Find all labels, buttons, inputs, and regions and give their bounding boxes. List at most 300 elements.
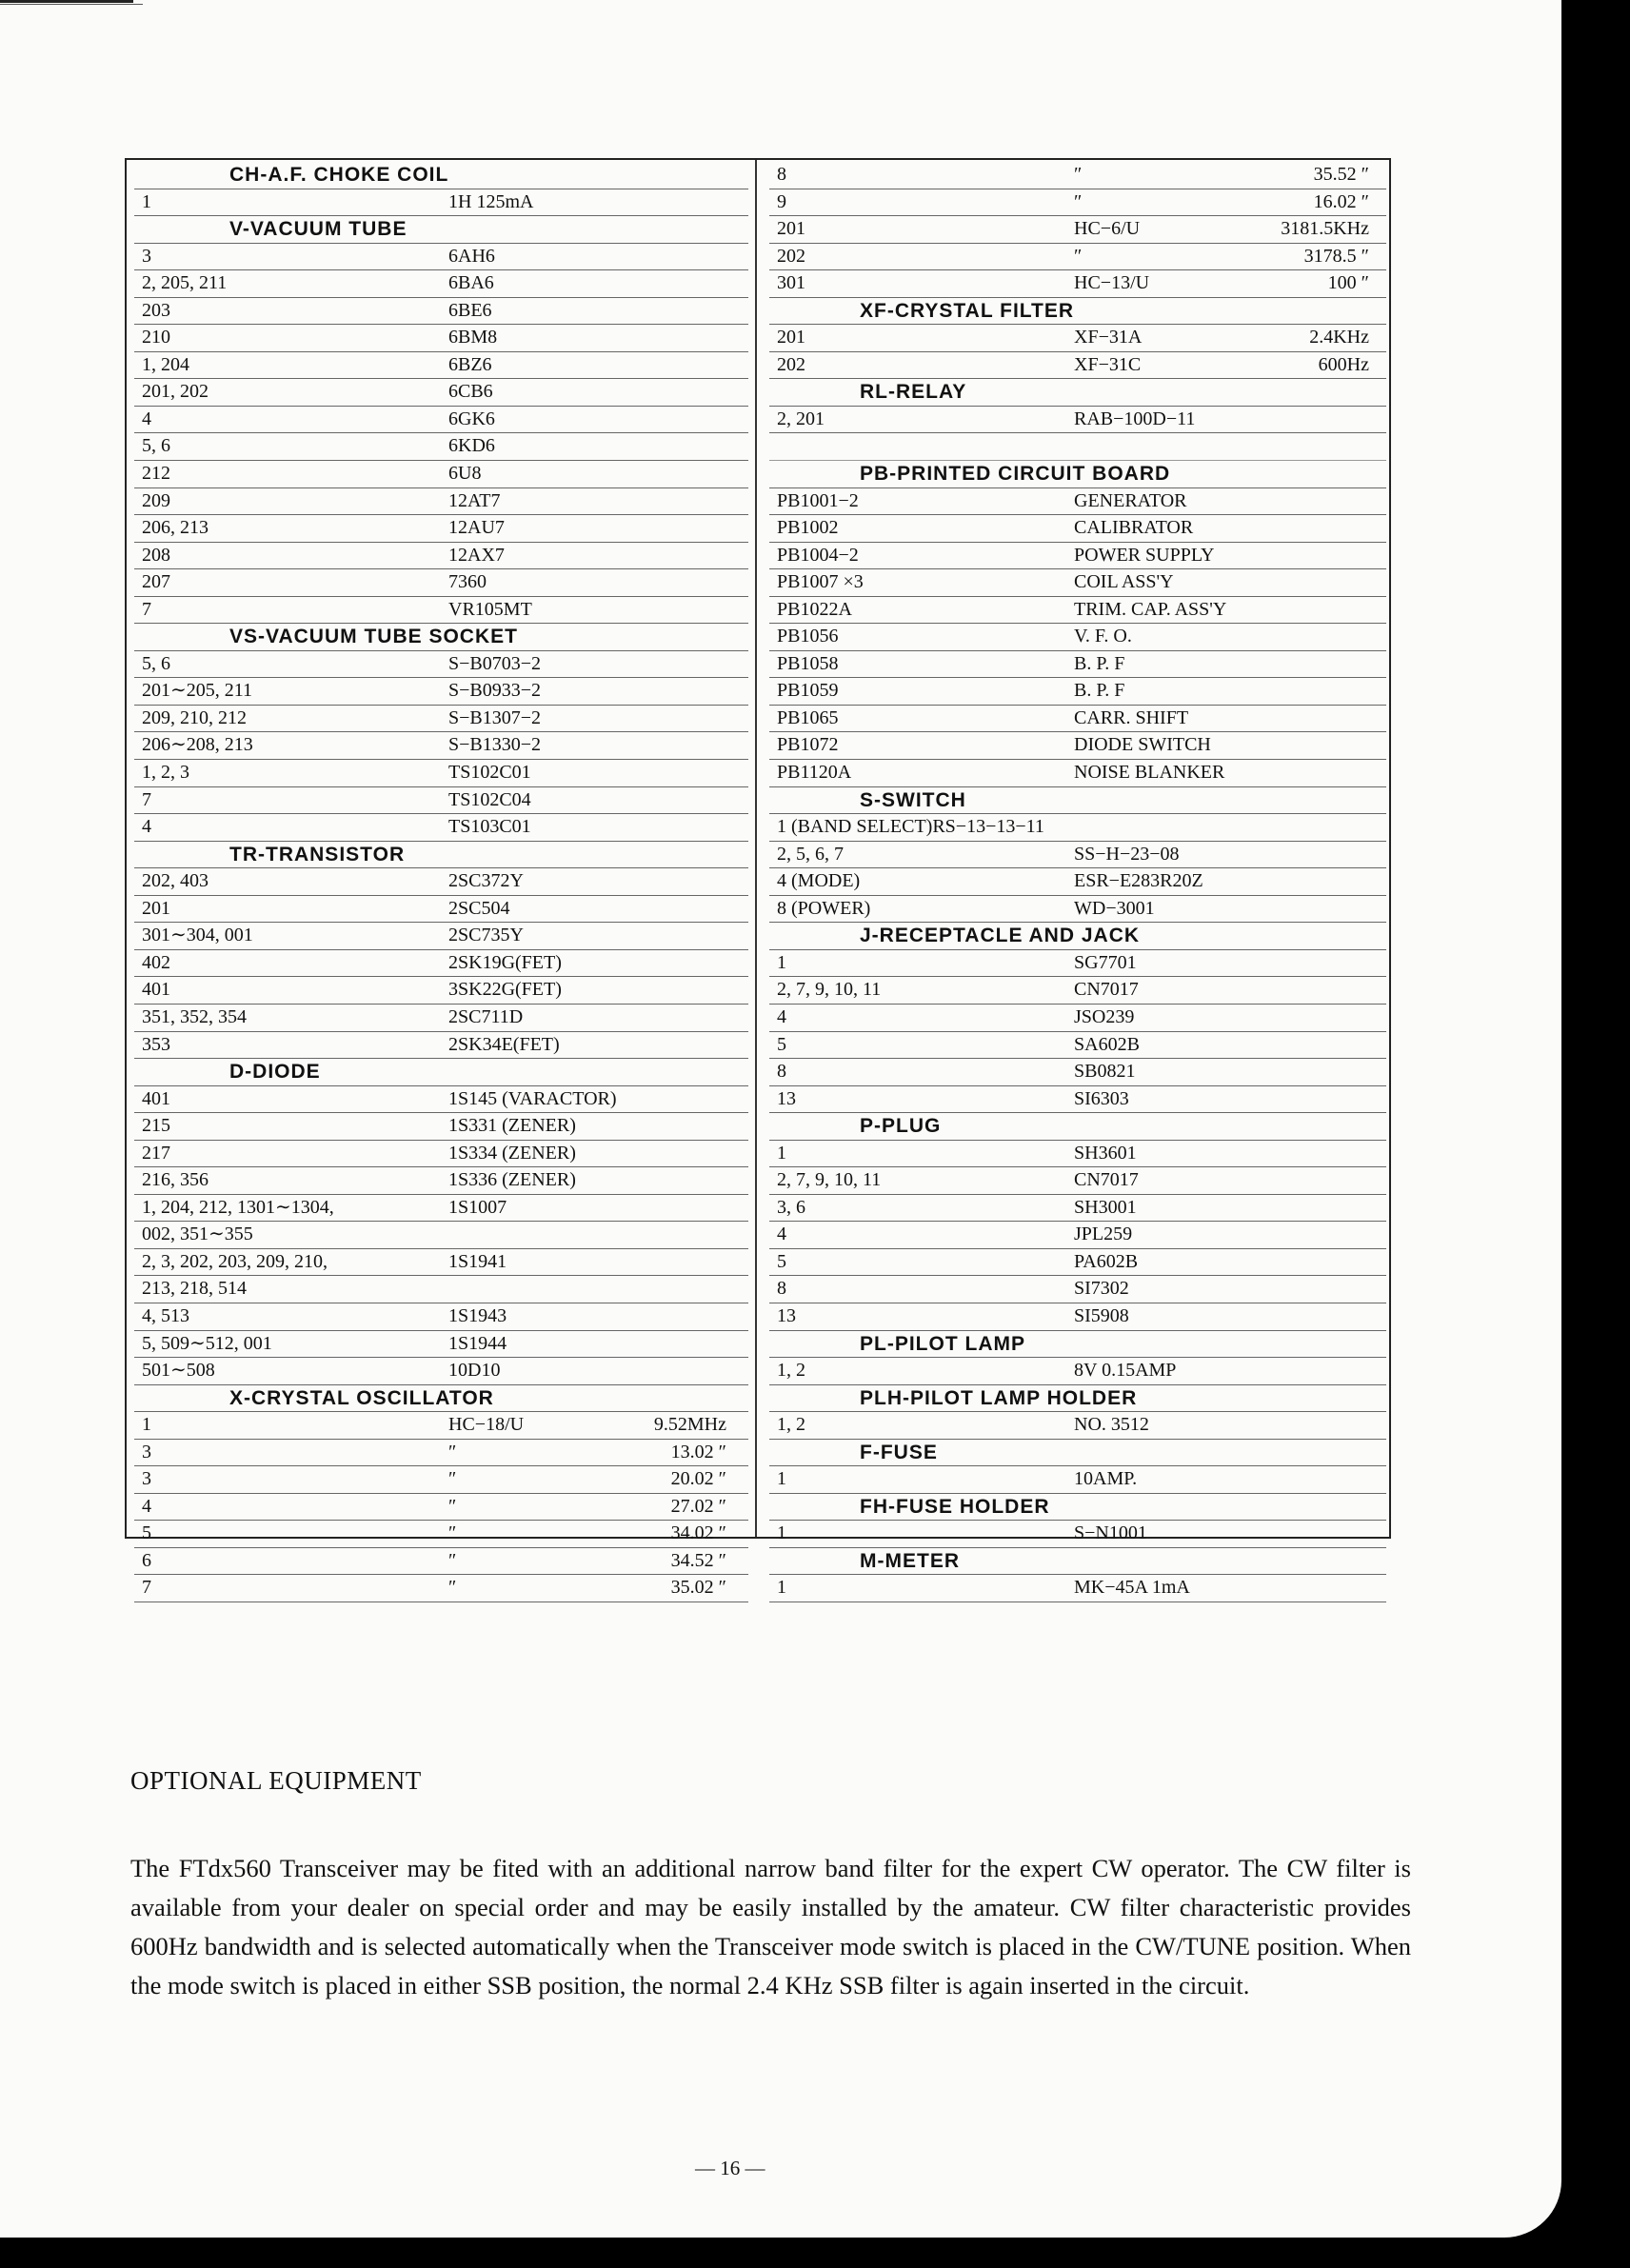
column-divider	[755, 160, 757, 1537]
part-row	[134, 1222, 748, 1249]
symbol-cell: 202	[777, 353, 805, 375]
symbol-cell: PB1065	[777, 706, 839, 728]
part-number-cell: 1S336 (ZENER)	[448, 1169, 576, 1191]
part-number-cell: TRIM. CAP. ASS'Y	[1074, 598, 1227, 620]
part-row	[134, 732, 748, 760]
part-row	[134, 488, 748, 516]
symbol-cell: 7	[142, 598, 151, 620]
part-number-cell: CN7017	[1074, 979, 1139, 1001]
part-row	[769, 488, 1386, 516]
part-number-cell: 1S331 (ZENER)	[448, 1115, 576, 1137]
section-header	[769, 379, 1386, 407]
part-row	[134, 379, 748, 407]
part-row	[134, 814, 748, 842]
symbol-cell: 4, 513	[142, 1304, 189, 1326]
part-number-cell: SI7302	[1074, 1278, 1129, 1300]
part-row	[769, 1466, 1386, 1494]
section-header-text: FH-FUSE HOLDER	[860, 1495, 1050, 1518]
part-number-cell: ″	[448, 1577, 457, 1599]
part-row	[769, 678, 1386, 706]
value-cell: 35.02 ″	[670, 1577, 726, 1599]
symbol-cell: PB1002	[777, 517, 839, 539]
part-row	[769, 569, 1386, 597]
part-row	[769, 1086, 1386, 1114]
part-number-cell: CALIBRATOR	[1074, 517, 1194, 539]
part-number-cell: JPL259	[1074, 1224, 1133, 1245]
symbol-cell: 1, 204, 212, 1301∼1304,	[142, 1196, 334, 1218]
part-row	[134, 325, 748, 352]
symbol-cell: PB1022A	[777, 598, 852, 620]
symbol-cell: 5	[142, 1522, 151, 1544]
part-row	[134, 651, 748, 679]
symbol-cell: 6	[142, 1549, 151, 1571]
section-body-paragraph: The FTdx560 Transceiver may be fited with an additional narrow band filter for the expert CW operator. The CW filter is available from your dealer on special order and may be easily installed by the amateur. CW filter characteristic provides 600Hz bandwidth and is selected automatically when the Transceiver mode switch is placed in the CW/TUNE position. When the mode switch is placed in either SSB position, the normal 2.4 KHz SSB filter is again inserted in the circuit.	[130, 1854, 1411, 1999]
part-number-cell: TS103C01	[448, 816, 531, 838]
part-row	[769, 1195, 1386, 1223]
part-number-cell: JSO239	[1074, 1005, 1135, 1027]
section-header	[769, 461, 1386, 488]
part-row	[134, 461, 748, 488]
part-row	[769, 1249, 1386, 1277]
part-number-cell: SI5908	[1074, 1304, 1129, 1326]
part-row	[769, 216, 1386, 244]
symbol-cell: 5	[777, 1033, 786, 1055]
section-header	[134, 1385, 748, 1413]
section-header	[769, 923, 1386, 950]
part-number-cell: 1S1944	[448, 1332, 507, 1354]
symbol-cell: 4	[142, 816, 151, 838]
symbol-cell: 13	[777, 1087, 796, 1109]
part-row	[134, 433, 748, 461]
part-number-cell: SG7701	[1074, 951, 1137, 973]
part-number-cell: SS−H−23−08	[1074, 843, 1180, 865]
section-header-text: XF-CRYSTAL FILTER	[860, 299, 1075, 322]
part-row	[134, 352, 748, 380]
part-number-cell: 6CB6	[448, 381, 493, 403]
symbol-cell: 1, 2, 3	[142, 762, 189, 784]
part-row	[134, 678, 748, 706]
section-header	[134, 624, 748, 651]
part-row	[769, 842, 1386, 869]
part-row	[134, 896, 748, 924]
symbol-cell: 2, 5, 6, 7	[777, 843, 844, 865]
section-header-text: F-FUSE	[860, 1441, 938, 1463]
part-row	[134, 1005, 748, 1032]
part-number-cell: 8V 0.15AMP	[1074, 1360, 1177, 1382]
symbol-cell: 3	[142, 1468, 151, 1490]
symbol-cell: 1	[142, 1414, 151, 1436]
part-number-cell: ″	[448, 1549, 457, 1571]
blank-row	[769, 433, 1386, 461]
part-row	[134, 1249, 748, 1277]
value-cell: 35.52 ″	[1313, 164, 1369, 185]
part-row	[134, 1412, 748, 1440]
part-number-cell: TS102C01	[448, 762, 531, 784]
part-number-cell: S−B1330−2	[448, 734, 542, 756]
symbol-cell: 2, 7, 9, 10, 11	[777, 1169, 882, 1191]
part-number-cell: CN7017	[1074, 1169, 1139, 1191]
section-header-text: X-CRYSTAL OSCILLATOR	[229, 1386, 494, 1409]
section-header	[769, 1113, 1386, 1141]
part-number-cell: ESR−E283R20Z	[1074, 870, 1203, 892]
symbol-cell: 216, 356	[142, 1169, 209, 1191]
symbol-cell: 1 (BAND SELECT)RS−13−13−11	[777, 816, 1044, 838]
top-rule-thin	[0, 4, 143, 5]
part-row	[769, 352, 1386, 380]
part-row	[134, 597, 748, 625]
part-number-cell: 2SK34E(FET)	[448, 1033, 560, 1055]
symbol-cell: PB1059	[777, 680, 839, 702]
section-header	[134, 162, 748, 189]
part-number-cell: 2SK19G(FET)	[448, 951, 562, 973]
value-cell: 27.02 ″	[670, 1495, 726, 1517]
part-number-cell: 6AH6	[448, 245, 495, 267]
part-row	[769, 1059, 1386, 1086]
part-row	[134, 950, 748, 978]
symbol-cell: 4	[777, 1224, 786, 1245]
section-header-text: RL-RELAY	[860, 381, 967, 404]
symbol-cell: 7	[142, 788, 151, 810]
part-row	[769, 1358, 1386, 1385]
part-row	[769, 1521, 1386, 1548]
symbol-cell: 8	[777, 1061, 786, 1083]
part-number-cell: COIL ASS'Y	[1074, 571, 1174, 593]
part-row	[134, 706, 748, 733]
part-row	[769, 1141, 1386, 1168]
symbol-cell: 1, 2	[777, 1360, 805, 1382]
symbol-cell: 206, 213	[142, 517, 209, 539]
part-number-cell: B. P. F	[1074, 652, 1125, 674]
symbol-cell: 1	[142, 190, 151, 212]
value-cell: 34.52 ″	[670, 1549, 726, 1571]
part-number-cell: 6U8	[448, 463, 482, 485]
part-row	[134, 407, 748, 434]
part-row	[134, 1167, 748, 1195]
part-row	[769, 814, 1386, 842]
part-number-cell: PA602B	[1074, 1250, 1139, 1272]
part-row	[134, 515, 748, 543]
section-header-text: J-RECEPTACLE AND JACK	[860, 925, 1141, 947]
part-number-cell: B. P. F	[1074, 680, 1125, 702]
part-row	[134, 1358, 748, 1385]
part-row	[769, 189, 1386, 217]
part-row	[769, 1222, 1386, 1249]
part-number-cell: S−N1001	[1074, 1522, 1147, 1544]
part-number-cell: SB0821	[1074, 1061, 1136, 1083]
part-number-cell: HC−18/U	[448, 1414, 525, 1436]
part-number-cell: SA602B	[1074, 1033, 1140, 1055]
part-number-cell: GENERATOR	[1074, 489, 1187, 511]
parts-list-table	[125, 158, 1391, 1599]
symbol-cell: 3, 6	[777, 1196, 805, 1218]
part-row	[769, 1303, 1386, 1331]
part-row	[134, 1548, 748, 1576]
symbol-cell: 1	[777, 1142, 786, 1164]
part-row	[769, 977, 1386, 1005]
part-number-cell: SI6303	[1074, 1087, 1129, 1109]
part-number-cell: MK−45A 1mA	[1074, 1577, 1190, 1599]
value-cell: 9.52MHz	[653, 1414, 726, 1436]
symbol-cell: 201	[777, 327, 805, 348]
symbol-cell: 1	[777, 951, 786, 973]
symbol-cell: 9	[777, 190, 786, 212]
section-title: OPTIONAL EQUIPMENT	[130, 1766, 422, 1795]
part-number-cell: 6BA6	[448, 272, 494, 294]
part-row	[134, 1141, 748, 1168]
symbol-cell: 201, 202	[142, 381, 209, 403]
parts-list-right-column	[769, 162, 1386, 1602]
symbol-cell: 13	[777, 1304, 796, 1326]
symbol-cell: 3	[142, 245, 151, 267]
symbol-cell: 202, 403	[142, 870, 209, 892]
part-row	[769, 543, 1386, 570]
symbol-cell: PB1001−2	[777, 489, 859, 511]
parts-list-left-column	[134, 162, 748, 1602]
symbol-cell: 4	[142, 408, 151, 429]
part-number-cell: 2SC735Y	[448, 925, 524, 946]
symbol-cell: 208	[142, 544, 170, 566]
part-number-cell: RAB−100D−11	[1074, 408, 1196, 429]
symbol-cell: 209, 210, 212	[142, 706, 247, 728]
section-header	[134, 1059, 748, 1086]
part-row	[134, 543, 748, 570]
part-number-cell: 12AU7	[448, 517, 505, 539]
part-number-cell: ″	[1074, 190, 1083, 212]
part-number-cell: 2SC711D	[448, 1005, 524, 1027]
symbol-cell: 1, 204	[142, 353, 189, 375]
section-header	[769, 787, 1386, 815]
part-row	[769, 244, 1386, 271]
symbol-cell: 201	[777, 218, 805, 240]
part-number-cell: WD−3001	[1074, 897, 1155, 919]
part-row	[769, 515, 1386, 543]
value-cell: 2.4KHz	[1309, 327, 1369, 348]
part-number-cell: SH3601	[1074, 1142, 1137, 1164]
part-row	[769, 760, 1386, 787]
part-row	[134, 189, 748, 217]
part-number-cell: 10D10	[448, 1360, 501, 1382]
part-number-cell: 1S145 (VARACTOR)	[448, 1087, 617, 1109]
part-number-cell: HC−6/U	[1074, 218, 1141, 240]
part-number-cell: 1S1943	[448, 1304, 507, 1326]
part-row	[769, 732, 1386, 760]
part-row	[134, 868, 748, 896]
part-number-cell: 2SC504	[448, 897, 510, 919]
symbol-cell: 301	[777, 272, 805, 294]
symbol-cell: 2, 205, 211	[142, 272, 228, 294]
symbol-cell: 5, 6	[142, 652, 170, 674]
symbol-cell: 3	[142, 1441, 151, 1462]
part-number-cell: POWER SUPPLY	[1074, 544, 1215, 566]
part-row	[769, 270, 1386, 298]
symbol-cell: PB1007 ×3	[777, 571, 864, 593]
part-row	[134, 787, 748, 815]
value-cell: 3178.5 ″	[1303, 245, 1369, 267]
part-row	[134, 923, 748, 950]
part-number-cell: ″	[448, 1522, 457, 1544]
part-number-cell: VR105MT	[448, 598, 532, 620]
part-number-cell: ″	[448, 1441, 457, 1462]
part-row	[134, 1466, 748, 1494]
symbol-cell: 4	[142, 1495, 151, 1517]
part-row	[134, 1521, 748, 1548]
part-number-cell: S−B0933−2	[448, 680, 542, 702]
value-cell: 13.02 ″	[670, 1441, 726, 1462]
section-header-text: CH-A.F. CHOKE COIL	[229, 164, 449, 186]
symbol-cell: 2, 7, 9, 10, 11	[777, 979, 882, 1001]
part-number-cell: S−B0703−2	[448, 652, 542, 674]
part-row	[134, 1086, 748, 1114]
part-row	[769, 1005, 1386, 1032]
value-cell: 600Hz	[1318, 353, 1369, 375]
part-number-cell: HC−13/U	[1074, 272, 1150, 294]
symbol-cell: 5, 509∼512, 001	[142, 1332, 272, 1354]
part-number-cell: 10AMP.	[1074, 1468, 1138, 1490]
symbol-cell: 1	[777, 1577, 786, 1599]
section-header-text: VS-VACUUM TUBE SOCKET	[229, 626, 518, 648]
symbol-cell: 301∼304, 001	[142, 925, 253, 946]
value-cell: 100 ″	[1327, 272, 1369, 294]
part-row	[769, 624, 1386, 651]
part-row	[134, 1494, 748, 1522]
part-number-cell: 3SK22G(FET)	[448, 979, 562, 1001]
section-header	[769, 298, 1386, 326]
part-row	[769, 1167, 1386, 1195]
symbol-cell: 002, 351∼355	[142, 1224, 253, 1245]
part-number-cell: 12AX7	[448, 544, 505, 566]
symbol-cell: 351, 352, 354	[142, 1005, 247, 1027]
part-number-cell: ″	[1074, 245, 1083, 267]
part-number-cell: XF−31C	[1074, 353, 1142, 375]
part-row	[134, 1331, 748, 1359]
section-header-text: PL-PILOT LAMP	[860, 1332, 1025, 1355]
symbol-cell: 1, 2	[777, 1414, 805, 1436]
symbol-cell: PB1004−2	[777, 544, 859, 566]
part-row	[134, 760, 748, 787]
part-number-cell: ″	[448, 1468, 457, 1490]
symbol-cell: 2, 201	[777, 408, 825, 429]
section-header-text: P-PLUG	[860, 1115, 942, 1138]
part-row	[134, 298, 748, 326]
top-rule	[0, 0, 133, 3]
symbol-cell: 209	[142, 489, 170, 511]
part-row	[769, 162, 1386, 189]
value-cell: 20.02 ″	[670, 1468, 726, 1490]
symbol-cell: PB1056	[777, 626, 839, 647]
symbol-cell: 1	[777, 1468, 786, 1490]
part-row	[134, 569, 748, 597]
section-header	[769, 1440, 1386, 1467]
symbol-cell: 7	[142, 1577, 151, 1599]
part-row	[134, 1303, 748, 1331]
section-header	[769, 1385, 1386, 1413]
symbol-cell: 402	[142, 951, 170, 973]
section-header-text: D-DIODE	[229, 1061, 321, 1084]
symbol-cell: 215	[142, 1115, 170, 1137]
part-row	[134, 1440, 748, 1467]
part-number-cell: V. F. O.	[1074, 626, 1132, 647]
part-number-cell: 12AT7	[448, 489, 501, 511]
part-number-cell: 1S1007	[448, 1196, 507, 1218]
part-number-cell: 1S334 (ZENER)	[448, 1142, 576, 1164]
symbol-cell: 210	[142, 327, 170, 348]
part-row	[134, 1575, 748, 1602]
part-row	[769, 1412, 1386, 1440]
symbol-cell: 353	[142, 1033, 170, 1055]
symbol-cell: 203	[142, 299, 170, 321]
section-header	[134, 216, 748, 244]
part-row	[134, 1032, 748, 1060]
symbol-cell: 201	[142, 897, 170, 919]
part-number-cell: NO. 3512	[1074, 1414, 1149, 1436]
part-number-cell: 6KD6	[448, 435, 495, 457]
symbol-cell: PB1120A	[777, 762, 852, 784]
part-number-cell: XF−31A	[1074, 327, 1143, 348]
section-header	[769, 1494, 1386, 1522]
part-number-cell: 6BZ6	[448, 353, 492, 375]
part-number-cell: DIODE SWITCH	[1074, 734, 1211, 756]
symbol-cell: 8	[777, 1278, 786, 1300]
part-row	[134, 1276, 748, 1303]
part-number-cell: CARR. SHIFT	[1074, 706, 1189, 728]
symbol-cell: 401	[142, 1087, 170, 1109]
symbol-cell: 4 (MODE)	[777, 870, 861, 892]
value-cell: 34.02 ″	[670, 1522, 726, 1544]
section-header-text: PLH-PILOT LAMP HOLDER	[860, 1386, 1138, 1409]
part-number-cell: ″	[1074, 164, 1083, 185]
part-number-cell: NOISE BLANKER	[1074, 762, 1225, 784]
part-row	[134, 977, 748, 1005]
symbol-cell: 217	[142, 1142, 170, 1164]
section-header	[134, 842, 748, 869]
symbol-cell: 8	[777, 164, 786, 185]
value-cell: 16.02 ″	[1313, 190, 1369, 212]
part-number-cell: 7360	[448, 571, 487, 593]
part-row	[134, 244, 748, 271]
part-row	[769, 868, 1386, 896]
part-number-cell: TS102C04	[448, 788, 531, 810]
part-number-cell: 1S1941	[448, 1250, 507, 1272]
symbol-cell: 5, 6	[142, 435, 170, 457]
part-row	[769, 1032, 1386, 1060]
page-number: — 16 —	[695, 2157, 765, 2179]
symbol-cell: 207	[142, 571, 170, 593]
part-row	[769, 597, 1386, 625]
part-number-cell: 2SC372Y	[448, 870, 524, 892]
symbol-cell: PB1072	[777, 734, 839, 756]
symbol-cell: 2, 3, 202, 203, 209, 210,	[142, 1250, 328, 1272]
section-header-text: V-VACUUM TUBE	[229, 218, 408, 241]
part-number-cell: 6BE6	[448, 299, 492, 321]
part-row	[769, 1276, 1386, 1303]
symbol-cell: 206∼208, 213	[142, 734, 253, 756]
value-cell: 3181.5KHz	[1281, 218, 1369, 240]
part-row	[769, 950, 1386, 978]
symbol-cell: PB1058	[777, 652, 839, 674]
section-header-text: S-SWITCH	[860, 788, 966, 811]
section-header-text: M-METER	[860, 1549, 960, 1572]
symbol-cell: 4	[777, 1005, 786, 1027]
part-row	[769, 651, 1386, 679]
part-row	[134, 270, 748, 298]
symbol-cell: 213, 218, 514	[142, 1278, 247, 1300]
symbol-cell: 401	[142, 979, 170, 1001]
part-row	[134, 1195, 748, 1223]
part-row	[769, 407, 1386, 434]
symbol-cell: 1	[777, 1522, 786, 1544]
part-number-cell: 1H 125mA	[448, 190, 534, 212]
part-row	[134, 1113, 748, 1141]
